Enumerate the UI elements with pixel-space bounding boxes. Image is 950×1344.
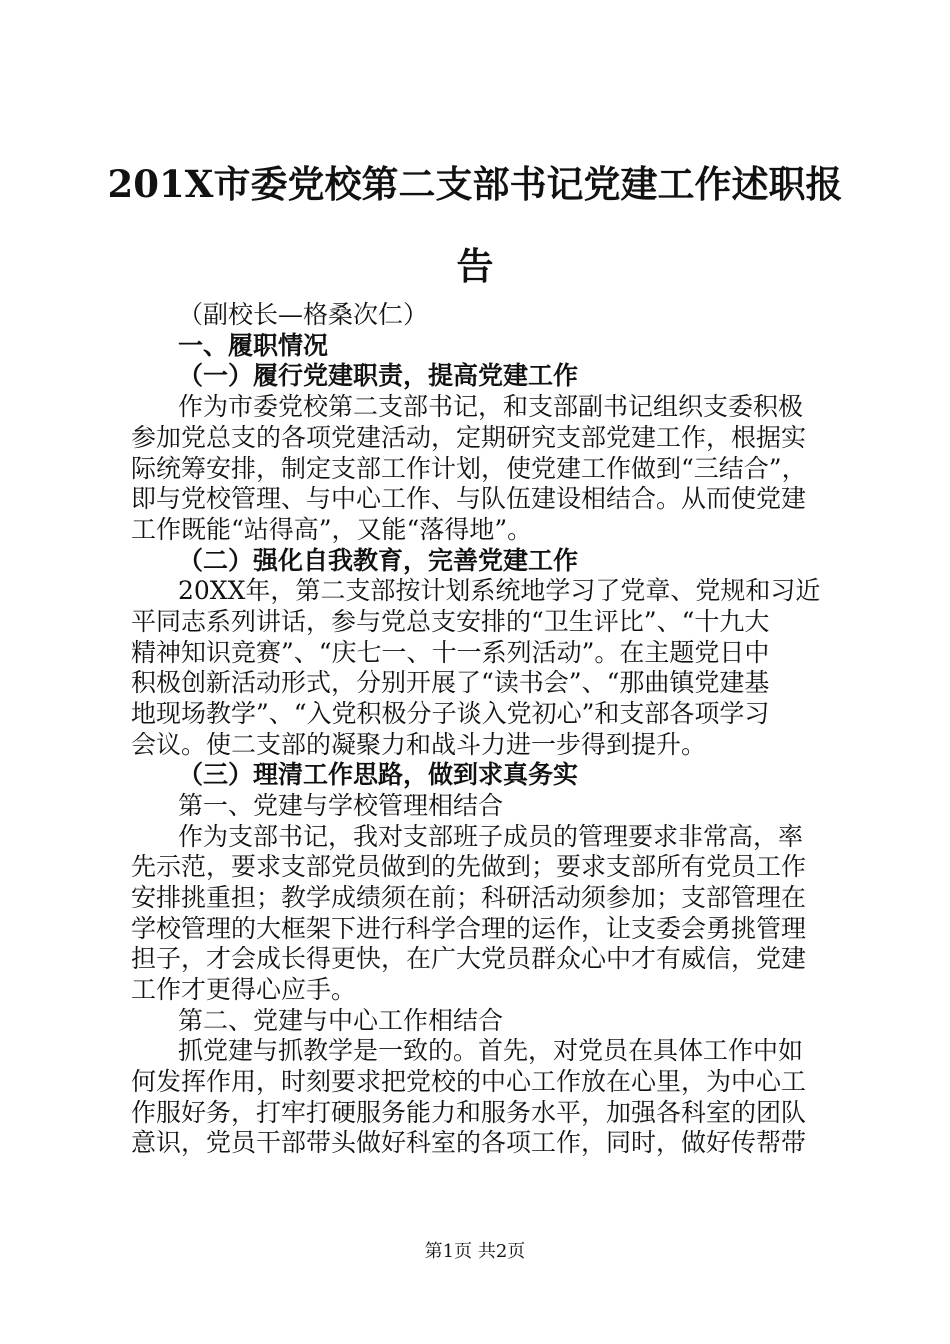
paragraph-line: 作为市委党校第二支部书记，和支部副书记组织支委积极 — [178, 392, 804, 421]
author-note: （副校长—格桑次仁） — [178, 300, 429, 329]
paragraph-line: 作服好务，打牢打硬服务能力和服务水平，加强各科室的团队 — [131, 1098, 807, 1127]
document-title-line2: 告 — [456, 244, 494, 288]
document-title-line1: 201X市委党校第二支部书记党建工作述职报 — [107, 162, 843, 206]
subsection-heading-2: （二）强化自我教育，完善党建工作 — [178, 546, 579, 575]
paragraph-line: 何发挥作用，时刻要求把党校的中心工作放在心里，为中心工 — [131, 1067, 807, 1096]
paragraph-line: 先示范，要求支部党员做到的先做到；要求支部所有党员工作 — [131, 852, 807, 881]
paragraph-line: 安排挑重担；教学成绩须在前；科研活动须参加；支部管理在 — [131, 883, 807, 912]
paragraph-line: 参加党总支的各项党建活动，定期研究支部党建工作，根据实 — [131, 423, 807, 452]
page-footer: 第1页 共2页 — [424, 1241, 526, 1262]
paragraph-line: 抓党建与抓教学是一致的。首先，对党员在具体工作中如 — [178, 1036, 804, 1065]
section-heading-1: 一、履职情况 — [178, 331, 329, 360]
paragraph-line: 积极创新活动形式，分别开展了“读书会”、“那曲镇党建基 — [131, 668, 770, 697]
item-heading-1: 第一、党建与学校管理相结合 — [178, 791, 504, 820]
paragraph-line: 精神知识竞赛”、“庆七一、十一系列活动”。在主题党日中 — [131, 638, 770, 667]
paragraph-line: 担子，才会成长得更快，在广大党员群众心中才有威信，党建 — [131, 944, 807, 973]
paragraph-line: 会议。使二支部的凝聚力和战斗力进一步得到提升。 — [131, 730, 707, 759]
paragraph-line: 际统筹安排，制定支部工作计划，使党建工作做到“三结合”， — [131, 454, 807, 483]
paragraph-line: 作为支部书记，我对支部班子成员的管理要求非常高，率 — [178, 822, 804, 851]
paragraph-line: 工作既能“站得高”，又能“落得地”。 — [131, 515, 533, 544]
subsection-heading-3: （三）理清工作思路，做到求真务实 — [178, 760, 579, 789]
paragraph-line: 工作才更得心应手。 — [131, 975, 357, 1004]
paragraph-line: 意识，党员干部带头做好科室的各项工作，同时，做好传帮带 — [131, 1128, 807, 1157]
paragraph-line: 学校管理的大框架下进行科学合理的运作，让支委会勇挑管理 — [131, 914, 807, 943]
paragraph-line: 20XX年，第二支部按计划系统地学习了党章、党规和习近 — [178, 576, 821, 605]
paragraph-line: 即与党校管理、与中心工作、与队伍建设相结合。从而使党建 — [131, 484, 807, 513]
subsection-heading-1: （一）履行党建职责，提高党建工作 — [178, 361, 579, 390]
paragraph-line: 平同志系列讲话，参与党总支安排的“卫生评比”、“十九大 — [131, 607, 770, 636]
item-heading-2: 第二、党建与中心工作相结合 — [178, 1006, 504, 1035]
paragraph-line: 地现场教学”、“入党积极分子谈入党初心”和支部各项学习 — [131, 699, 770, 728]
